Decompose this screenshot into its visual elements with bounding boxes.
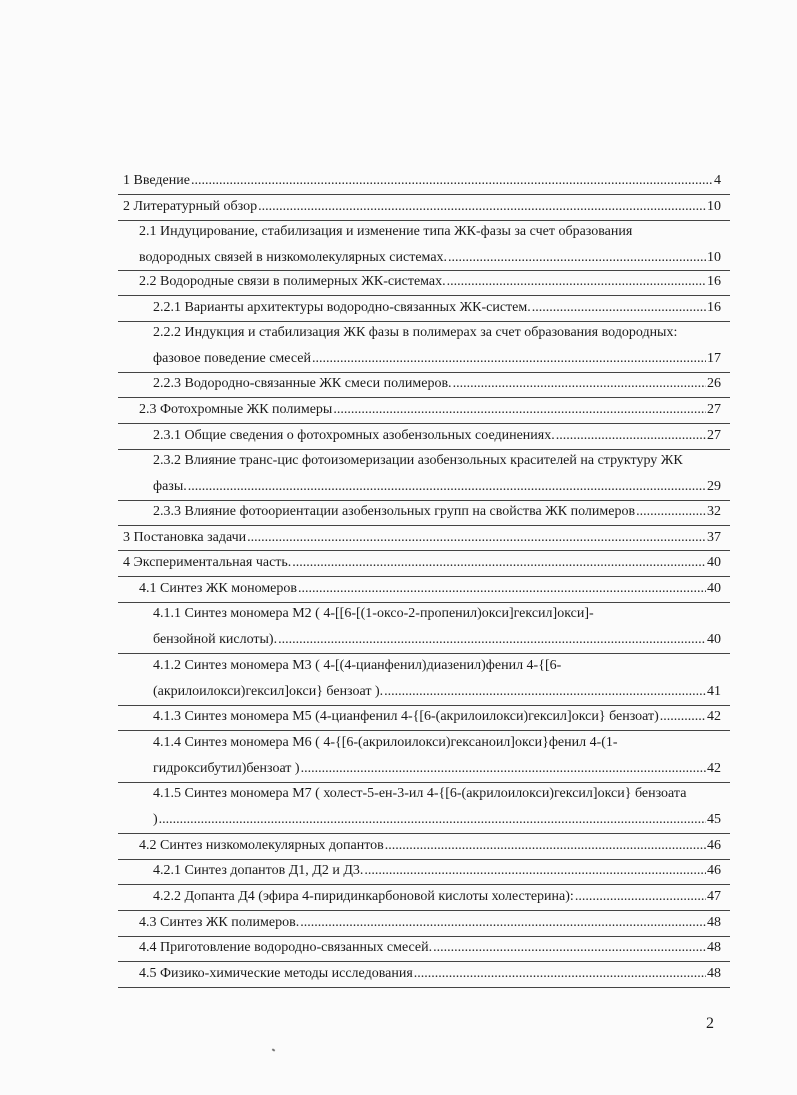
row-divider bbox=[118, 987, 730, 988]
dot-leader bbox=[453, 371, 706, 397]
toc-entry-page: 48 bbox=[707, 915, 721, 930]
toc-entry-label: фазовое поведение смесей bbox=[153, 351, 311, 366]
toc-entry-label: 4 Экспериментальная часть. bbox=[123, 555, 292, 570]
toc-entry-label: фазы. bbox=[153, 479, 187, 494]
dot-leader bbox=[188, 474, 706, 500]
toc-entry-2-2-3 bbox=[153, 371, 721, 397]
toc-entry-label: 4.4 Приготовление водородно-связанных смесей. bbox=[139, 940, 433, 955]
dot-leader bbox=[433, 935, 706, 961]
toc-entry-page: 16 bbox=[707, 300, 721, 315]
toc-entry-page: 41 bbox=[707, 684, 721, 699]
toc-entry-label: гидроксибутил)бензоат ) bbox=[153, 761, 300, 776]
toc-entry-4-1 bbox=[139, 576, 721, 602]
page-number: 2 bbox=[706, 1015, 714, 1032]
toc-entry-2-3-1 bbox=[153, 423, 721, 449]
toc-entry-label: 4.2.2 Допанта Д4 (эфира 4-пиридинкарбоновой кислоты холестерина): bbox=[153, 889, 574, 904]
toc-entry-4-2-1 bbox=[153, 858, 721, 884]
dot-leader bbox=[258, 194, 706, 220]
toc-entry-label-line1: 4.1.5 Синтез мономера М7 ( холест-5-ен-3-ил 4-{[6-(акрилоилокси)гексил]окси} бензоата bbox=[153, 786, 687, 801]
toc-entry-label: 2.3.1 Общие сведения о фотохромных азобензольных соединениях. bbox=[153, 428, 555, 443]
dot-leader bbox=[191, 168, 713, 194]
dot-leader bbox=[532, 295, 706, 321]
toc-entry-4-1-2 bbox=[153, 653, 721, 705]
dot-leader bbox=[414, 961, 706, 987]
dot-leader bbox=[292, 550, 706, 576]
dot-leader bbox=[300, 910, 706, 936]
toc-entry-page: 40 bbox=[707, 555, 721, 570]
dot-leader bbox=[333, 397, 706, 423]
dot-leader bbox=[364, 858, 706, 884]
toc-entry-label: (акрилоилокси)гексил]окси} бензоат ). bbox=[153, 684, 384, 699]
dot-leader bbox=[447, 269, 706, 295]
toc-entry-page: 16 bbox=[707, 274, 721, 289]
toc-entry-page: 26 bbox=[707, 376, 721, 391]
toc-entry-2-2-1 bbox=[153, 295, 721, 321]
dot-leader bbox=[384, 679, 706, 705]
toc-entry-4-1-5 bbox=[153, 781, 721, 833]
toc-entry-label: 2.3 Фотохромные ЖК полимеры bbox=[139, 402, 333, 417]
toc-entry-2-3-3 bbox=[153, 499, 721, 525]
toc-entry-label: 4.2.1 Синтез допантов Д1, Д2 и Д3. bbox=[153, 863, 364, 878]
toc-entry-2-2-2 bbox=[153, 320, 721, 372]
dot-leader bbox=[556, 423, 706, 449]
dot-leader bbox=[312, 346, 706, 372]
toc-entry-page: 4 bbox=[714, 173, 721, 188]
toc-entry-4-4 bbox=[139, 935, 721, 961]
toc-entry-label-line1: 4.1.1 Синтез мономера М2 ( 4-[[6-[(1-оксо-2-пропенил)окси]гексил]окси]- bbox=[153, 606, 594, 621]
toc-entry-label-line1: 2.1 Индуцирование, стабилизация и изменение типа ЖК-фазы за счет образования bbox=[139, 224, 633, 239]
dot-leader bbox=[385, 833, 706, 859]
toc-entry-label: 4.5 Физико-химические методы исследования bbox=[139, 966, 413, 981]
toc-entry-label: водородных связей в низкомолекулярных системах. bbox=[139, 250, 448, 265]
toc-entry-page: 40 bbox=[707, 581, 721, 596]
toc-entry-literature-review bbox=[123, 194, 721, 220]
toc-entry-label-line1: 4.1.4 Синтез мономера М6 ( 4-{[6-(акрилоилокси)гексаноил]окси}фенил 4-(1- bbox=[153, 735, 618, 750]
toc-entry-page: 45 bbox=[707, 812, 721, 827]
toc-entry-label: 4.1 Синтез ЖК мономеров bbox=[139, 581, 298, 596]
dot-leader bbox=[448, 245, 706, 271]
toc-entry-label: 2.2.3 Водородно-связанные ЖК смеси полимеров. bbox=[153, 376, 452, 391]
toc-entry-page: 46 bbox=[707, 863, 721, 878]
toc-entry-page: 42 bbox=[707, 709, 721, 724]
toc-entry-label: 3 Постановка задачи bbox=[123, 530, 247, 545]
toc-entry-2-3 bbox=[139, 397, 721, 423]
toc-entry-introduction bbox=[123, 168, 721, 194]
toc-entry-label: бензойной кислоты). bbox=[153, 632, 278, 647]
toc-entry-page: 10 bbox=[707, 250, 721, 265]
dot-leader bbox=[247, 525, 706, 551]
toc-entry-2-1 bbox=[139, 219, 721, 271]
toc-entry-label: 2.2 Водородные связи в полимерных ЖК-системах. bbox=[139, 274, 446, 289]
toc-entry-page: 27 bbox=[707, 428, 721, 443]
toc-entry-4-5 bbox=[139, 961, 721, 987]
toc-entry-page: 10 bbox=[707, 199, 721, 214]
toc-entry-label-line1: 2.3.2 Влияние транс-цис фотоизомеризации азобензольных красителей на структуру ЖК bbox=[153, 453, 683, 468]
toc-entry-page: 32 bbox=[707, 504, 721, 519]
toc-entry-page: 27 bbox=[707, 402, 721, 417]
toc-entry-experimental bbox=[123, 550, 721, 576]
toc-entry-4-1-4 bbox=[153, 730, 721, 782]
toc-entry-label-line1: 4.1.2 Синтез мономера М3 ( 4-[(4-цианфенил)диазенил)фенил 4-{[6- bbox=[153, 658, 562, 673]
toc-entry-4-3 bbox=[139, 910, 721, 936]
toc-entry-label: 2 Литературный обзор bbox=[123, 199, 258, 214]
toc-entry-page: 40 bbox=[707, 632, 721, 647]
toc-entry-4-2 bbox=[139, 833, 721, 859]
toc-entry-label-line1: 2.2.2 Индукция и стабилизация ЖК фазы в полимерах за счет образования водородных: bbox=[153, 325, 678, 340]
toc-entry-label: 4.2 Синтез низкомолекулярных допантов bbox=[139, 838, 384, 853]
dot-leader bbox=[159, 807, 706, 833]
dot-leader bbox=[301, 756, 706, 782]
toc-entry-page: 17 bbox=[707, 351, 721, 366]
toc-entry-page: 46 bbox=[707, 838, 721, 853]
toc-entry-page: 48 bbox=[707, 966, 721, 981]
toc-entry-page: 37 bbox=[707, 530, 721, 545]
toc-entry-label: 2.2.1 Варианты архитектуры водородно-связанных ЖК-систем. bbox=[153, 300, 531, 315]
toc-entry-problem-statement bbox=[123, 525, 721, 551]
toc-entry-2-2 bbox=[139, 269, 721, 295]
toc-entry-page: 47 bbox=[707, 889, 721, 904]
dot-leader bbox=[278, 627, 706, 653]
toc-entry-label: 1 Введение bbox=[123, 173, 190, 188]
dot-leader bbox=[636, 499, 706, 525]
toc-entry-label: 2.3.3 Влияние фотоориентации азобензольных групп на свойства ЖК полимеров bbox=[153, 504, 636, 519]
dot-leader bbox=[660, 704, 706, 730]
toc-entry-label: 4.1.3 Синтез мономера М5 (4-цианфенил 4-{[6-(акрилоилокси)гексил]окси} бензоат) bbox=[153, 709, 659, 724]
toc-entry-label: 4.3 Синтез ЖК полимеров. bbox=[139, 915, 300, 930]
toc-entry-page: 42 bbox=[707, 761, 721, 776]
dot-leader bbox=[298, 576, 706, 602]
toc-entry-4-1-1 bbox=[153, 601, 721, 653]
toc-entry-page: 29 bbox=[707, 479, 721, 494]
toc-entry-label: ) bbox=[153, 812, 158, 827]
toc-entry-page: 48 bbox=[707, 940, 721, 955]
toc-entry-4-2-2 bbox=[153, 884, 721, 910]
dot-leader bbox=[575, 884, 706, 910]
toc-entry-2-3-2 bbox=[153, 448, 721, 500]
toc-entry-4-1-3 bbox=[153, 704, 721, 730]
